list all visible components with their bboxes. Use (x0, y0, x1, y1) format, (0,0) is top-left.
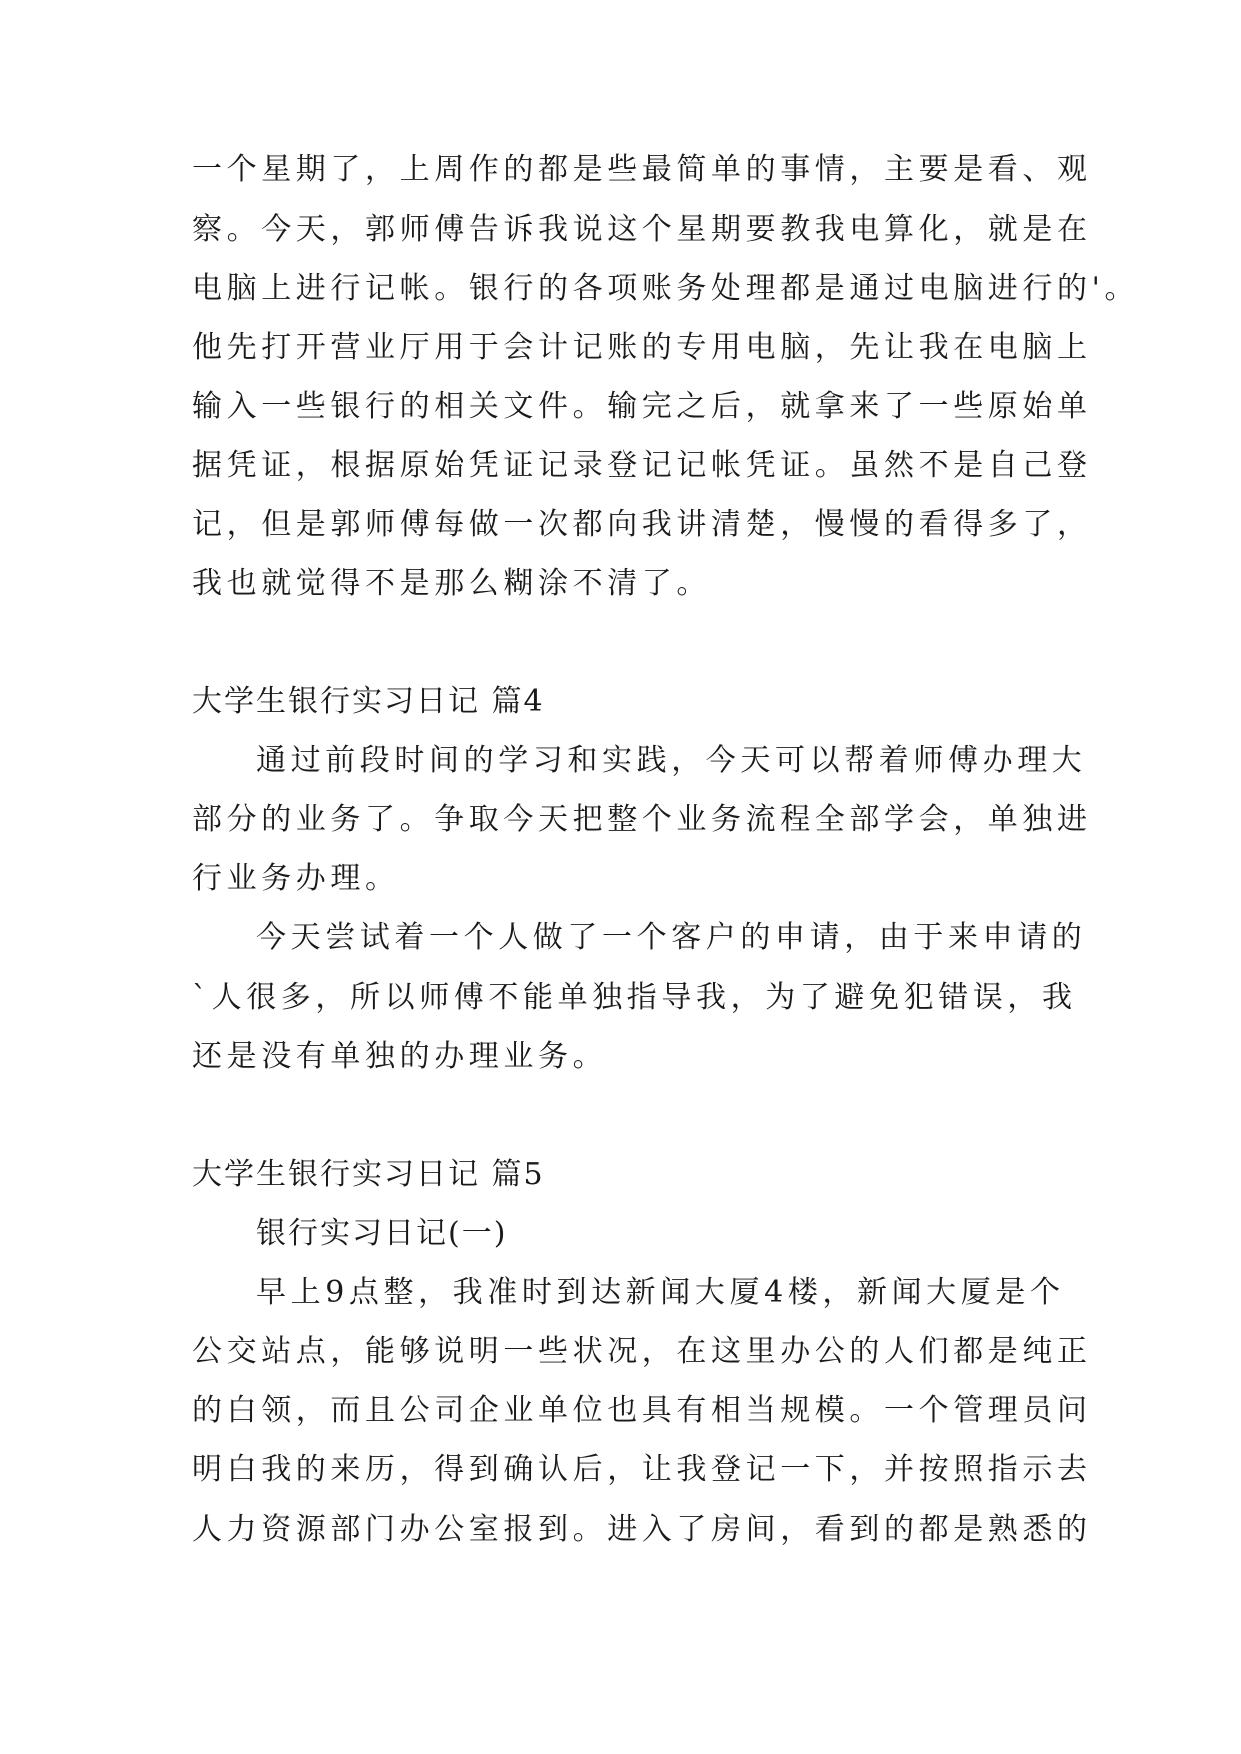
paragraph-line: 电脑上进行记帐。银行的各项账务处理都是通过电脑进行的'。 (192, 271, 1140, 306)
paragraph-line: 据凭证，根据原始凭证记录登记记帐凭证。虽然不是自己登 (192, 448, 1092, 483)
paragraph-line: 还是没有单独的办理业务。 (192, 1039, 608, 1074)
paragraph-line: 今天尝试着一个人做了一个客户的申请，由于来申请的 (256, 920, 1087, 955)
paragraph-line: 的白领，而且公司企业单位也具有相当规模。一个管理员问 (192, 1393, 1092, 1428)
paragraph-line: 一个星期了，上周作的都是些最简单的事情，主要是看、观 (192, 152, 1092, 187)
paragraph-line: 我也就觉得不是那么糊涂不清了。 (192, 566, 711, 601)
paragraph-line: 输入一些银行的相关文件。输完之后，就拿来了一些原始单 (192, 389, 1092, 424)
paragraph-line: 察。今天，郭师傅告诉我说这个星期要教我电算化，就是在 (192, 212, 1092, 247)
paragraph-line: 人力资源部门办公室报到。进入了房间，看到的都是熟悉的 (192, 1512, 1092, 1547)
paragraph-line: 公交站点，能够说明一些状况，在这里办公的人们都是纯正 (192, 1334, 1092, 1369)
paragraph-line: 通过前段时间的学习和实践，今天可以帮着师傅办理大 (256, 743, 1087, 778)
paragraph-line: 他先打开营业厅用于会计记账的专用电脑，先让我在电脑上 (192, 330, 1092, 365)
paragraph-line: 部分的业务了。争取今天把整个业务流程全部学会，单独进 (192, 802, 1092, 837)
paragraph-line: 行业务办理。 (192, 861, 400, 896)
paragraph-line: `人很多，所以师傅不能单独指导我，为了避免犯错误，我 (192, 980, 1077, 1015)
paragraph-line: 明白我的来历，得到确认后，让我登记一下，并按照指示去 (192, 1452, 1092, 1487)
subsection-heading: 银行实习日记(一) (256, 1216, 508, 1251)
section-heading: 大学生银行实习日记 篇5 (192, 1157, 545, 1192)
paragraph-line: 记，但是郭师傅每做一次都向我讲清楚，慢慢的看得多了， (192, 507, 1092, 542)
paragraph-line: 早上9点整，我准时到达新闻大厦4楼，新闻大厦是个 (256, 1275, 1065, 1310)
section-heading: 大学生银行实习日记 篇4 (192, 684, 545, 719)
